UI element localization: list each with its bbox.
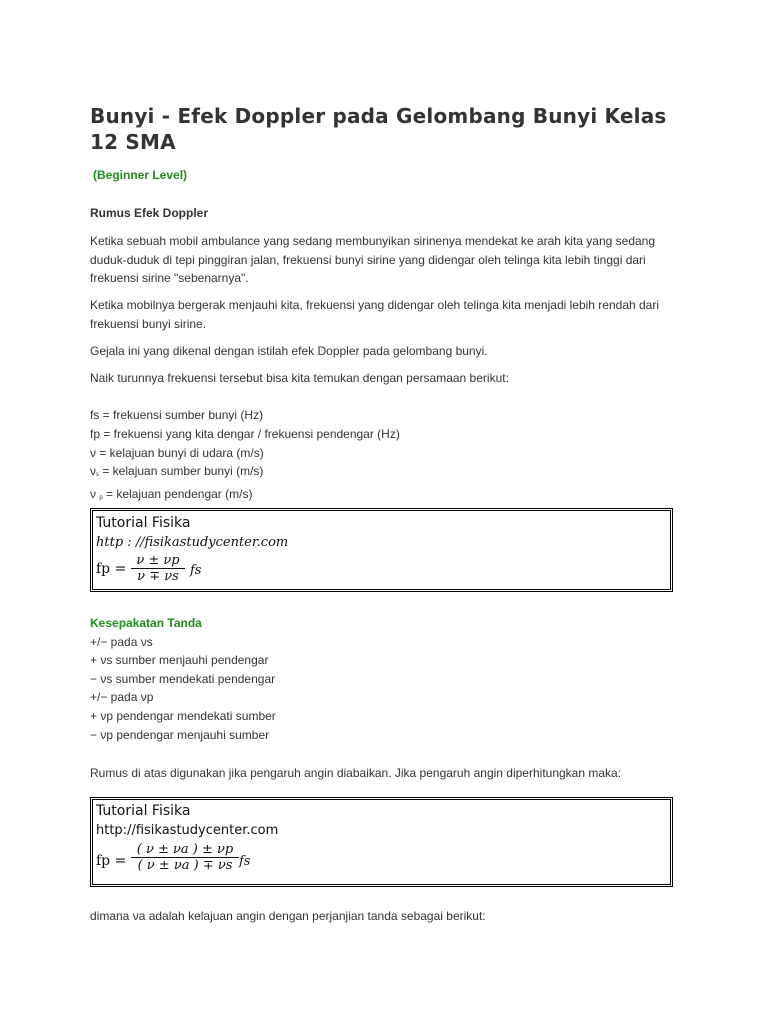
- formula-lhs: fp =: [96, 853, 127, 869]
- page-title: Bunyi - Efek Doppler pada Gelombang Bunyi Kelas 12 SMA: [90, 104, 667, 154]
- sign-item: − νp pendengar menjauhi sumber: [90, 727, 270, 742]
- formula-doppler-basic: [90, 508, 673, 592]
- paragraph-1: Ketika sebuah mobil ambulance yang sedang membunyikan sirinenya mendekat ke arah kita yang sedang duduk-duduk di tepi pinggiran jalan, frekuensi bunyi sirine yang didengar oleh telinga kita lebih tinggi dari frekuensi sirine "sebenarnya".: [90, 234, 656, 285]
- formula-denominator: ν ∓ νs: [131, 568, 185, 584]
- definition-item: fs = frekuensi sumber bunyi (Hz): [90, 408, 264, 422]
- sign-conventions: [90, 614, 276, 744]
- paragraph-2: Ketika mobilnya bergerak menjauhi kita, frekuensi yang didengar oleh telinga kita menjadi lebih rendah dari frekuensi bunyi sirine.: [90, 298, 660, 331]
- sign-item: +/− pada νs: [90, 634, 153, 649]
- formula-url: http : //fisikastudycenter.com: [96, 535, 289, 550]
- formula-numerator: ( ν ± νa ) ± νp: [136, 842, 234, 857]
- sign-item: +/− pada νp: [90, 690, 154, 705]
- definitions-list: [90, 406, 400, 508]
- formula-fraction: [131, 553, 185, 584]
- formula-tail: fs: [239, 854, 251, 869]
- definition-item: ν p = kelajuan pendengar (m/s): [90, 487, 253, 502]
- formula-lhs: fp =: [96, 561, 127, 577]
- definition-item: fp = frekuensi yang kita dengar / frekuensi pendengar (Hz): [90, 426, 400, 441]
- formula-numerator: ν ± νp: [136, 553, 180, 568]
- formula-doppler-wind: [90, 797, 673, 887]
- level-label: (Beginner Level): [93, 168, 188, 182]
- definition-item: ν = kelajuan bunyi di udara (m/s): [90, 445, 264, 460]
- section-heading: Rumus Efek Doppler: [90, 206, 209, 220]
- definition-item: νs = kelajuan sumber bunyi (m/s): [90, 464, 264, 479]
- sign-item: + νp pendengar mendekati sumber: [90, 708, 276, 723]
- formula-title: Tutorial Fisika: [96, 803, 191, 819]
- paragraph-3: Gejala ini yang dikenal dengan istilah efek Doppler pada gelombang bunyi.: [90, 344, 488, 358]
- formula-title: Tutorial Fisika: [96, 515, 191, 531]
- paragraph-last: dimana νa adalah kelajuan angin dengan perjanjian tanda sebagai berikut:: [90, 909, 486, 923]
- sign-heading: Kesepakatan Tanda: [90, 616, 202, 630]
- formula-denominator: ( ν ± νa ) ∓ νs: [131, 857, 239, 873]
- sign-item: − νs sumber mendekati pendengar: [90, 671, 276, 686]
- formula-url: http://fisikastudycenter.com: [96, 823, 279, 838]
- formula-tail: fs: [190, 563, 202, 578]
- sign-item: + νs sumber menjauhi pendengar: [90, 653, 269, 668]
- formula-fraction: [131, 842, 239, 873]
- paragraph-4: Naik turunnya frekuensi tersebut bisa kita temukan dengan persamaan berikut:: [90, 371, 509, 385]
- paragraph-wind: Rumus di atas digunakan jika pengaruh angin diabaikan. Jika pengaruh angin diperhitungkan maka:: [90, 766, 622, 780]
